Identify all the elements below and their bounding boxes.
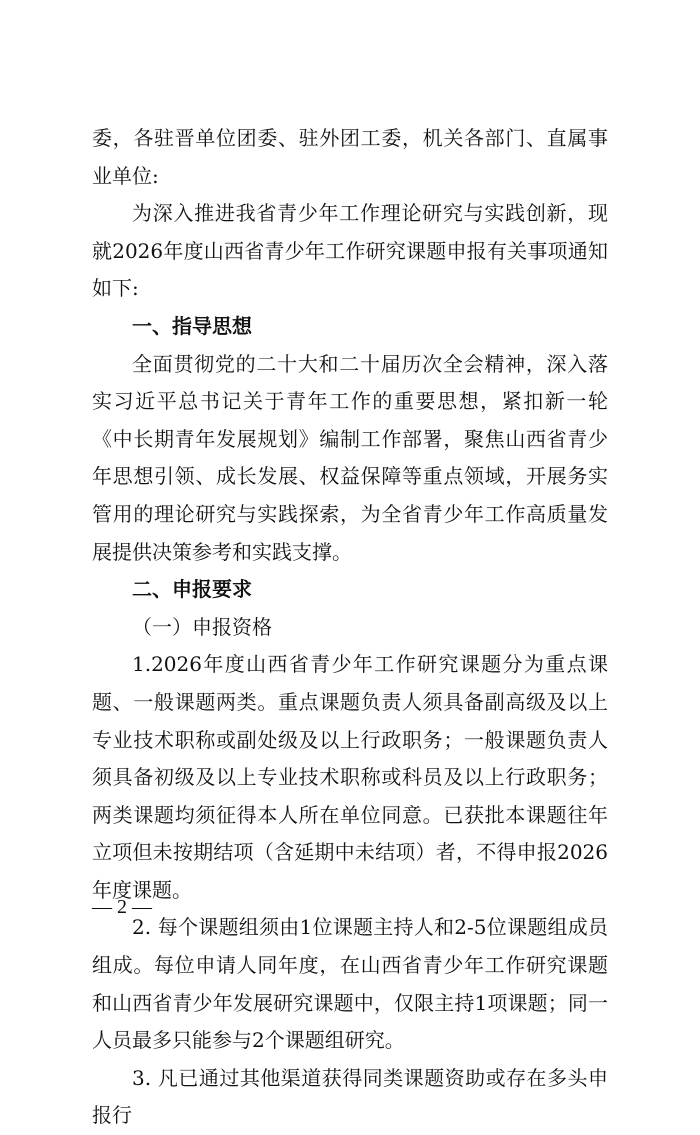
paragraph-guiding-ideology: 全面贯彻党的二十大和二十届历次全会精神，深入落实习近平总书记关于青年工作的重要思想，紧扣新一轮《中长期青年发展规划》编制工作部署，聚焦山西省青少年思想引领、成长发展、权益保障等重点领域，开展务实管用的理论研究与实践探索，为全省青少年工作高质量发展提供决策参考和实践支撑。 [92, 351, 608, 564]
paragraph-requirement-2: 2. 每个课题组须由1位课题主持人和2-5位课题组成员组成。每位申请人同年度，在山西省青少年工作研究课题和山西省青少年发展研究课题中，仅限主持1项课题；同一人员最多只能参与2个课题组研究。 [92, 915, 608, 1053]
document-body [92, 120, 608, 1135]
heading-guiding-ideology: 一、指导思想 [132, 313, 252, 338]
heading-application-requirements: 二、申报要求 [132, 577, 252, 602]
paragraph-requirement-3: 3. 凡已通过其他渠道获得同类课题资助或存在多头申报行 [92, 1065, 608, 1128]
paragraph-intro: 为深入推进我省青少年工作理论研究与实践创新，现就2026年度山西省青少年工作研究课题申报有关事项通知如下: [92, 201, 608, 301]
paragraph-requirement-1: 1.2026年度山西省青少年工作研究课题分为重点课题、一般课题两类。重点课题负责人须具备副高级及以上专业技术职称或副处级及以上行政职务；一般课题负责人须具备初级及以上专业技术职称或科员及以上行政职务；两类课题均须征得本人所在单位同意。已获批本课题往年立项但未按期结项（含延期中未结项）者，不得申报2026年度课题。 [92, 652, 608, 902]
paragraph-recipients: 委，各驻晋单位团委、驻外团工委，机关各部门、直属事业单位: [92, 126, 608, 188]
subheading-eligibility: （一）申报资格 [132, 614, 272, 639]
page-number: — 2 — [92, 896, 152, 918]
